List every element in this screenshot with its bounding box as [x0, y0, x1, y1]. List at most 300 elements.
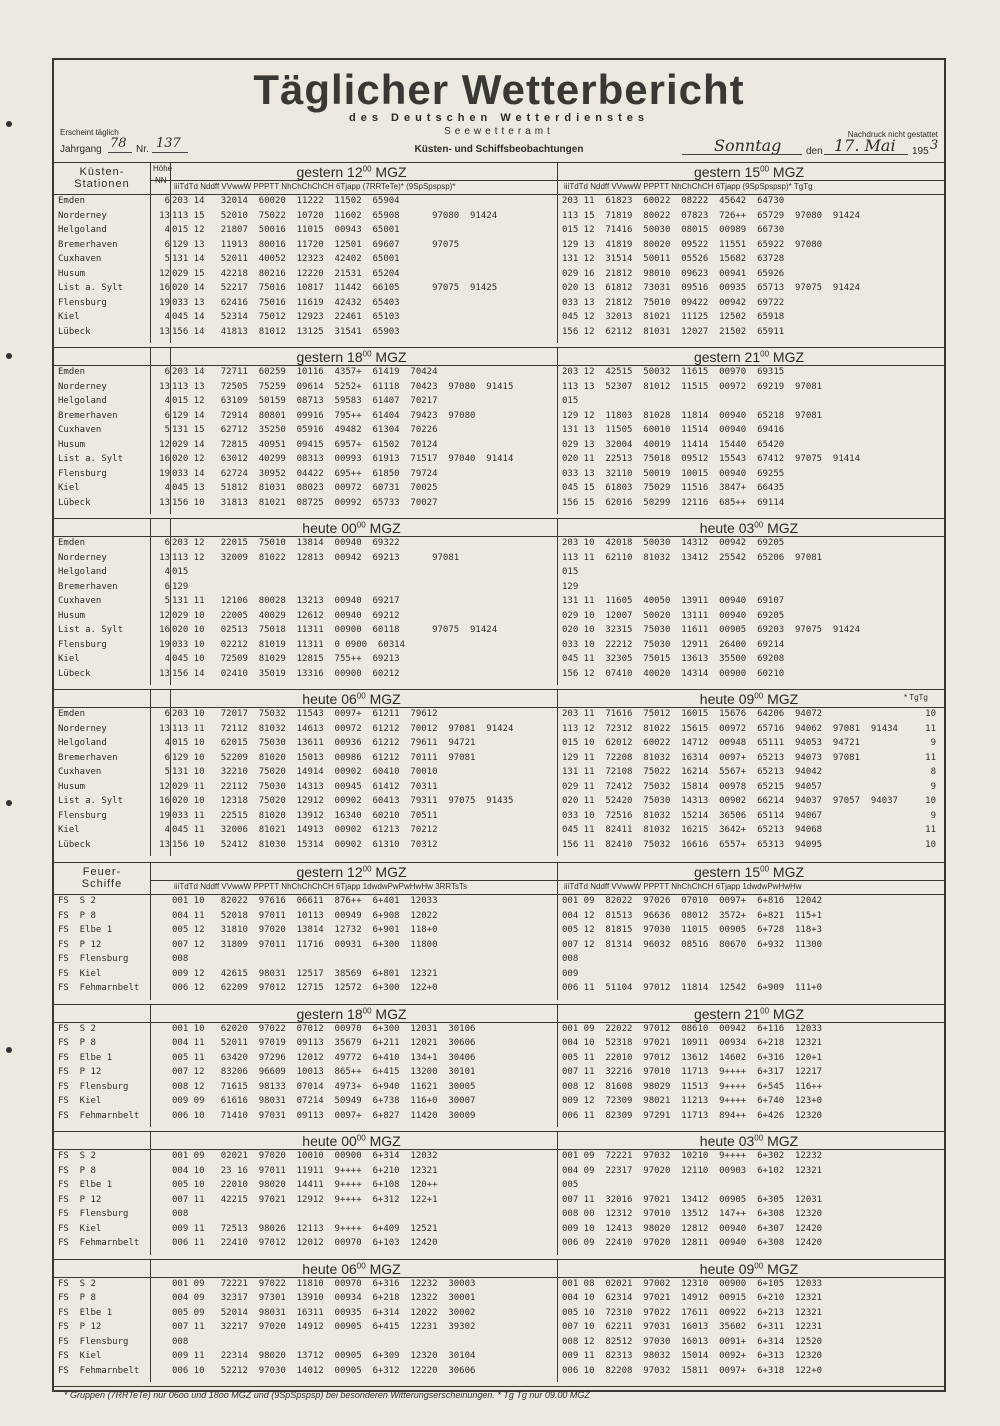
station-column-divider — [150, 347, 151, 514]
station-height: 4 — [164, 312, 170, 322]
time-superscript: 00 — [760, 349, 770, 359]
station-row — [54, 483, 944, 497]
left-observation: 008 — [172, 1336, 189, 1347]
station-row — [54, 411, 944, 425]
time-column-divider — [557, 1259, 558, 1383]
ship-row — [54, 940, 944, 954]
right-observation: 009 11 82313 98032 15014 0092+ 6+313 12320 — [562, 1351, 823, 1361]
left-observation: 203 12 22015 75010 13814 00940 69322 — [172, 538, 400, 548]
station-height: 12 — [159, 781, 170, 792]
station-row — [54, 240, 944, 254]
ship-row — [54, 1224, 944, 1238]
station-name: Cuxhaven — [58, 596, 102, 606]
station-name: Lübeck — [58, 839, 91, 850]
station-row — [54, 654, 944, 668]
punch-hole-2 — [6, 353, 12, 359]
left-observation: 131 14 52011 40052 12323 42402 65001 — [172, 254, 400, 264]
right-observation: 045 11 82411 81032 16215 3642+ 65213 94068 — [562, 825, 823, 835]
station-name: Flensburg — [58, 297, 107, 308]
station-row — [54, 283, 944, 297]
station-name: FS S 2 — [58, 1278, 96, 1289]
tgtg-value: 9 — [930, 810, 936, 821]
station-height: 13 — [159, 668, 170, 679]
reprint-note: Nachdruck nicht gestattet — [847, 130, 938, 139]
right-observation: 156 12 62112 81031 12027 21502 65911 — [562, 326, 785, 337]
station-row — [54, 782, 944, 796]
station-name: Bremerhaven — [58, 752, 118, 763]
tgtg-value: 9 — [930, 738, 936, 748]
right-observation: 020 10 32315 75030 11611 00905 69203 97075 91424 — [562, 625, 861, 635]
right-observation: 113 15 71819 80022 07823 726++ 65729 97080 91424 — [562, 210, 861, 221]
station-height: 6 — [164, 752, 170, 763]
right-observation: 009 12 72309 98021 11213 9++++ 6+740 123+0 — [562, 1096, 823, 1106]
station-row — [54, 625, 944, 639]
right-section-heading: gestern $21^{00}$ MGZ — [693, 349, 805, 365]
left-observation: 113 12 32009 81022 12813 00942 69213 97081 — [172, 552, 460, 563]
station-height: 5 — [164, 425, 170, 435]
time-superscript: 00 — [362, 349, 372, 359]
station-row — [54, 709, 944, 723]
time-column-divider — [557, 162, 558, 343]
ship-row — [54, 925, 944, 939]
left-observation: 029 14 72815 40951 09415 6957+ 61502 70124 — [172, 439, 438, 450]
left-section-heading: heute $06^{00}$ MGZ — [302, 1260, 401, 1277]
station-name: Husum — [58, 781, 86, 792]
station-name: FS Flensburg — [58, 1209, 129, 1219]
right-observation: 045 11 32305 75015 13613 35500 69208 — [562, 654, 785, 664]
time-column-divider — [557, 347, 558, 514]
footer-divider — [54, 1386, 944, 1387]
left-observation: 113 11 72112 81032 14613 00972 61212 70012 97081 91424 — [172, 723, 514, 734]
left-observation: 156 10 31813 81021 08725 00992 65733 70027 — [172, 497, 438, 508]
station-row — [54, 225, 944, 239]
left-observation: 033 11 22515 81020 13912 16340 60210 70511 — [172, 810, 438, 821]
year-line — [108, 152, 132, 153]
station-row — [54, 553, 944, 567]
left-observation: 129 14 72914 80801 09916 795++ 61404 79423 97080 — [172, 410, 476, 421]
right-observation: 005 — [562, 1180, 579, 1190]
time-superscript: 00 — [760, 1005, 770, 1015]
station-height: 16 — [159, 796, 170, 806]
ship-row — [54, 983, 944, 997]
left-observation: 001 10 82022 97616 06611 876++ 6+401 12033 — [172, 896, 438, 906]
ship-row — [54, 1293, 944, 1307]
column-header-divider — [54, 1149, 944, 1150]
station-row — [54, 382, 944, 396]
coast-stations-label: Küsten- Stationen — [74, 166, 130, 190]
left-observation: 001 10 62020 97022 07012 00970 6+300 12031 30106 — [172, 1023, 476, 1034]
right-observation: 129 12 11803 81028 11814 00940 65218 97081 — [562, 410, 823, 421]
station-row — [54, 396, 944, 410]
time-superscript: 00 — [754, 1260, 764, 1270]
station-name: FS S 2 — [58, 1151, 96, 1161]
right-observation: 006 11 82309 97291 11713 894++ 6+426 12320 — [562, 1110, 823, 1121]
left-observation: 005 09 52014 98031 16311 00935 6+314 12022 30002 — [172, 1307, 476, 1318]
station-height: 6 — [164, 709, 170, 719]
station-height: 16 — [159, 283, 170, 293]
left-observation: 033 14 62724 30952 04422 695++ 61850 79724 — [172, 468, 438, 479]
station-name: Norderney — [58, 210, 107, 221]
left-observation: 020 10 02513 75018 11311 00900 60118 97075 91424 — [172, 625, 498, 635]
footnote: * Gruppen (7RRTeTe) nur 06oo und 18oo MGZ und (9SpSpspsp) bei besonderen Witterungserscheinungen. * Tg Tg nur 09.00 MGZ — [64, 1390, 590, 1400]
height-column-divider — [170, 162, 171, 343]
station-name: Emden — [58, 538, 86, 548]
right-observation: 007 11 32016 97021 13412 00905 6+305 12031 — [562, 1194, 823, 1205]
station-name: Helgoland — [58, 396, 107, 406]
station-name: Flensburg — [58, 810, 107, 821]
right-observation: 004 10 52318 97021 10911 00934 6+218 12321 — [562, 1038, 823, 1048]
right-section-heading: gestern $15^{00}$ MGZ — [693, 164, 805, 180]
station-name: Lübeck — [58, 497, 91, 508]
right-observation: 045 15 61803 75029 11516 3847+ 66435 — [562, 483, 785, 493]
punch-hole-4 — [6, 1047, 12, 1053]
station-height: 5 — [164, 596, 170, 606]
time-superscript: 00 — [754, 1133, 764, 1143]
left-observation: 015 12 21807 50016 11015 00943 65001 — [172, 225, 400, 235]
station-name: Cuxhaven — [58, 425, 102, 435]
right-section-heading: gestern $21^{00}$ MGZ — [693, 1005, 805, 1022]
right-observation: 203 11 61823 60022 08222 45642 64730 — [562, 196, 785, 206]
left-observation: 113 15 52010 75022 10720 11602 65908 97080 91424 — [172, 210, 498, 221]
station-name: FS Fehmarnbelt — [58, 1238, 140, 1248]
station-row — [54, 825, 944, 839]
time-superscript: 00 — [356, 520, 366, 530]
ship-row — [54, 896, 944, 910]
station-height: 13 — [159, 552, 170, 563]
left-observation: 129 13 11913 80016 11720 12501 69607 97075 — [172, 239, 460, 250]
ship-row — [54, 1024, 944, 1038]
station-row — [54, 753, 944, 767]
station-row — [54, 596, 944, 610]
left-section-heading: gestern $12^{00}$ MGZ — [296, 164, 407, 180]
left-observation: 007 12 31809 97011 11716 00931 6+300 11800 — [172, 939, 438, 950]
station-name: Helgoland — [58, 567, 107, 577]
right-observation: 015 10 62012 60022 14712 00948 65111 94053 94721 — [562, 738, 861, 748]
left-observation: 009 09 61616 98031 07214 50949 6+738 116+0 30007 — [172, 1096, 476, 1106]
right-observation: 129 11 72208 81032 16314 0097+ 65213 94073 97081 — [562, 752, 861, 763]
time-superscript: 00 — [362, 164, 372, 174]
station-name: Bremerhaven — [58, 239, 118, 250]
left-section-heading: gestern $12^{00}$ MGZ — [296, 864, 407, 880]
section-divider — [54, 347, 944, 348]
station-height: 13 — [159, 326, 170, 337]
station-name: FS P 12 — [58, 939, 102, 950]
left-observation: 029 10 22005 40029 12612 00940 69212 — [172, 610, 400, 621]
station-name: FS S 2 — [58, 1023, 96, 1034]
right-observation: 129 13 41819 80020 09522 11551 65922 97080 — [562, 239, 823, 250]
station-name: FS P 8 — [58, 1165, 96, 1176]
right-observation: 001 09 82022 97026 07010 0097+ 6+816 12042 — [562, 896, 823, 906]
right-observation: 015 12 71416 50030 08015 00989 66730 — [562, 225, 785, 235]
left-observation: 045 14 52314 75012 12923 22461 65103 — [172, 312, 400, 322]
station-name: FS Flensburg — [58, 1081, 129, 1092]
section-divider — [54, 1131, 944, 1132]
right-observation: 129 — [562, 581, 579, 592]
left-observation: 005 11 63420 97296 12012 49772 6+410 134+1 30406 — [172, 1052, 476, 1063]
station-row — [54, 567, 944, 581]
tgtg-value: 11 — [925, 752, 936, 763]
right-column-headers: iiiTdTd Nddff VVwwW PPPTT NhChChCH 6Tjapp (9SpSpspsp)* TgTg — [564, 182, 813, 191]
ship-row — [54, 1209, 944, 1223]
left-observation: 131 15 62712 35250 05916 49482 61304 70226 — [172, 425, 438, 435]
time-superscript: 00 — [356, 691, 366, 701]
ship-row — [54, 1195, 944, 1209]
right-observation: 020 13 61812 73031 09516 00935 65713 97075 91424 — [562, 283, 861, 293]
right-observation: 156 12 07410 40020 14314 00900 60210 — [562, 668, 785, 679]
tgtg-value: 9 — [930, 781, 936, 792]
right-observation: 033 10 22212 75030 12911 26400 69214 — [562, 639, 785, 650]
station-name: Helgoland — [58, 225, 107, 235]
station-name: Bremerhaven — [58, 581, 118, 592]
time-superscript: 00 — [356, 1133, 366, 1143]
station-height: 13 — [159, 210, 170, 221]
ship-row — [54, 1180, 944, 1194]
right-observation: 203 12 42515 50032 11615 00970 69315 — [562, 367, 785, 377]
column-header-divider — [54, 707, 944, 708]
ship-row — [54, 1096, 944, 1110]
station-name: Flensburg — [58, 468, 107, 479]
date-value: 17. Mai — [834, 136, 896, 155]
height-column-divider — [170, 347, 171, 514]
station-name: Kiel — [58, 312, 80, 322]
column-header-divider — [54, 536, 944, 537]
station-name: List a. Sylt — [58, 625, 124, 635]
station-row — [54, 840, 944, 854]
station-height: 12 — [159, 610, 170, 621]
left-observation: 008 — [172, 1209, 189, 1219]
station-column-divider — [150, 862, 151, 1000]
station-height: 4 — [164, 483, 170, 493]
ship-row — [54, 1337, 944, 1351]
left-observation: 020 10 12318 75020 12912 00902 60413 79311 97075 91435 — [172, 796, 514, 806]
right-observation: 004 09 22317 97020 12110 00903 6+102 12321 — [562, 1165, 823, 1176]
right-observation: 009 10 12413 98020 12812 00940 6+307 12420 — [562, 1223, 823, 1234]
station-height: 19 — [159, 810, 170, 821]
right-observation: 008 00 12312 97010 13512 147++ 6+308 12320 — [562, 1209, 823, 1219]
station-name: FS Flensburg — [58, 954, 129, 964]
column-header-divider — [54, 894, 944, 895]
right-observation: 131 11 11605 40050 13911 00940 69107 — [562, 596, 785, 606]
station-height: 4 — [164, 825, 170, 835]
column-header-divider — [54, 194, 944, 195]
time-superscript: 00 — [362, 864, 372, 874]
left-observation: 005 12 31810 97020 13814 12732 6+901 118+0 — [172, 925, 438, 935]
station-name: Husum — [58, 610, 86, 621]
right-observation: 113 13 52307 81012 11515 00972 69219 97081 — [562, 381, 823, 392]
right-observation: 007 12 81314 96032 08516 80670 6+932 11300 — [562, 939, 823, 950]
time-superscript: 00 — [754, 520, 764, 530]
time-superscript: 00 — [356, 1260, 366, 1270]
station-name: FS P 8 — [58, 1293, 96, 1303]
station-name: Emden — [58, 196, 86, 206]
station-name: FS Kiel — [58, 968, 102, 979]
left-column-headers: iiiTdTd Nddff VVwwW PPPTT NhChChChCH 6Tjapp (7RRTeTe)* (9SpSpspsp)* — [174, 182, 456, 191]
left-observation: 015 — [172, 567, 189, 577]
station-height: 13 — [159, 381, 170, 392]
station-height: 6 — [164, 581, 170, 592]
year-value: 78 — [110, 136, 127, 151]
section-divider — [54, 862, 944, 863]
column-header-divider — [54, 365, 944, 366]
right-section-heading: gestern $15^{00}$ MGZ — [693, 864, 805, 880]
left-observation: 203 10 72017 75032 11543 0097+ 61211 79612 — [172, 709, 438, 719]
ship-row — [54, 969, 944, 983]
station-height: 4 — [164, 567, 170, 577]
right-observation: 029 16 21812 98010 09623 00941 65926 — [562, 268, 785, 279]
station-name: Kiel — [58, 483, 80, 493]
station-row — [54, 425, 944, 439]
station-column-divider — [150, 1004, 151, 1128]
weekday-line — [682, 154, 802, 155]
left-section-heading: heute $06^{00}$ MGZ — [302, 691, 401, 707]
left-observation: 045 13 51812 81031 08023 00972 60731 70025 — [172, 483, 438, 493]
ship-row — [54, 911, 944, 925]
left-observation: 007 11 32217 97020 14912 00905 6+415 12231 39302 — [172, 1322, 476, 1332]
station-name: Bremerhaven — [58, 410, 118, 421]
station-height: 6 — [164, 239, 170, 250]
station-height: 6 — [164, 538, 170, 548]
station-height: 12 — [159, 268, 170, 279]
station-height: 4 — [164, 396, 170, 406]
station-height: 6 — [164, 410, 170, 421]
right-observation: 033 13 21812 75010 09422 00942 69722 — [562, 297, 785, 308]
right-observation: 009 — [562, 968, 579, 979]
nn-label: NN — [155, 176, 167, 185]
report-frame — [52, 58, 946, 1400]
station-name: FS Kiel — [58, 1096, 102, 1106]
station-name: FS P 12 — [58, 1067, 102, 1077]
right-observation: 001 09 72221 97032 10210 9++++ 6+302 12232 — [562, 1151, 823, 1161]
left-observation: 029 15 42218 80216 12220 21531 65204 — [172, 268, 400, 279]
right-observation: 131 11 72108 75022 16214 5567+ 65213 94042 — [562, 767, 823, 777]
right-observation: 007 11 32216 97010 11713 9++++ 6+317 12217 — [562, 1067, 823, 1077]
tgtg-note: * TgTg — [904, 693, 928, 702]
left-observation: 129 10 52209 81020 15013 00986 61212 70111 97081 — [172, 752, 476, 763]
ship-row — [54, 1082, 944, 1096]
left-observation: 045 10 72509 81029 12815 755++ 69213 — [172, 654, 400, 664]
right-observation: 029 11 72412 75032 15814 00978 65215 94057 — [562, 781, 823, 792]
station-name: Emden — [58, 367, 86, 377]
station-column-divider — [150, 518, 151, 685]
station-name: Cuxhaven — [58, 254, 102, 264]
time-column-divider — [557, 689, 558, 856]
left-observation: 004 11 52018 97011 10113 00949 6+908 12022 — [172, 910, 438, 921]
left-observation: 009 11 22314 98020 13712 00905 6+309 12320 30104 — [172, 1351, 476, 1361]
right-observation: 113 12 72312 81022 15615 00972 65716 94062 97081 91434 — [562, 723, 898, 734]
right-observation: 020 11 22513 75018 09512 15543 67412 97075 91414 — [562, 454, 861, 464]
right-observation: 005 12 81815 97030 11015 00905 6+728 118+3 — [562, 925, 823, 935]
height-column-divider — [170, 689, 171, 856]
section-title: Küsten- und Schiffsbeobachtungen — [414, 144, 584, 155]
year-label: Jahrgang — [60, 144, 102, 155]
ships-label: Feuer- Schiffe — [81, 866, 123, 890]
left-observation: 129 — [172, 581, 189, 592]
ship-row — [54, 1053, 944, 1067]
right-observation: 131 13 11505 60010 11514 00940 69416 — [562, 425, 785, 435]
weekday: Sonntag — [714, 136, 782, 155]
right-observation: 203 11 71616 75012 16015 15676 64206 94072 — [562, 709, 823, 719]
station-row — [54, 811, 944, 825]
left-observation: 020 14 52217 75016 10817 11442 66105 97075 91425 — [172, 283, 498, 293]
left-observation: 006 11 22410 97012 12012 00970 6+103 12420 — [172, 1238, 438, 1248]
station-column-divider — [150, 689, 151, 856]
ship-row — [54, 1038, 944, 1052]
left-observation: 001 09 72221 97022 11810 00970 6+316 12232 30003 — [172, 1278, 476, 1289]
right-observation: 001 08 02021 97002 12310 00900 6+105 12033 — [562, 1278, 823, 1289]
left-observation: 001 09 02021 97020 10010 00900 6+314 12032 — [172, 1151, 438, 1161]
station-height: 12 — [159, 439, 170, 450]
year-suffix: 3 — [930, 138, 939, 153]
section-divider — [54, 1259, 944, 1260]
right-observation: 006 10 82208 97032 15811 0097+ 6+318 122+0 — [562, 1365, 823, 1376]
left-observation: 009 12 42615 98031 12517 38569 6+801 12321 — [172, 968, 438, 979]
right-observation: 005 10 72310 97022 17611 00922 6+213 12321 — [562, 1307, 823, 1318]
tgtg-value: 10 — [925, 839, 936, 850]
station-row — [54, 454, 944, 468]
left-observation: 008 12 71615 98133 07014 4973+ 6+940 11621 30005 — [172, 1081, 476, 1092]
right-observation: 007 10 62211 97031 16013 35602 6+311 12231 — [562, 1322, 823, 1332]
station-height: 19 — [159, 297, 170, 308]
tgtg-value: 11 — [925, 825, 936, 835]
station-name: FS Fehmarnbelt — [58, 1110, 140, 1121]
station-height: 19 — [159, 468, 170, 479]
station-row — [54, 196, 944, 210]
right-observation: 020 11 52420 75030 14313 00902 66214 94037 97057 94037 — [562, 796, 898, 806]
right-observation: 033 10 72516 81032 15214 36506 65114 94067 — [562, 810, 823, 821]
station-height: 16 — [159, 625, 170, 635]
station-name: Norderney — [58, 552, 107, 563]
station-row — [54, 724, 944, 738]
hoehe-label: Höhe — [153, 164, 173, 173]
station-name: Kiel — [58, 654, 80, 664]
left-observation: 006 10 52212 97030 14012 00905 6+312 12220 30606 — [172, 1365, 476, 1376]
left-observation: 004 09 32317 97301 13910 00934 6+218 12322 30001 — [172, 1293, 476, 1303]
station-row — [54, 254, 944, 268]
station-name: FS Kiel — [58, 1223, 102, 1234]
right-column-headers: iiiTdTd Nddff VVwwW PPPTT NhChChCH 6Tjapp 1dwdwPwHwHw — [564, 882, 802, 891]
station-row — [54, 440, 944, 454]
station-name: Emden — [58, 709, 86, 719]
appears-note: Erscheint täglich — [60, 128, 119, 137]
station-name: FS Fehmarnbelt — [58, 983, 140, 993]
station-name: FS Elbe 1 — [58, 1307, 113, 1318]
right-observation: 004 10 62314 97021 14912 00915 6+210 12321 — [562, 1293, 823, 1303]
time-column-divider — [557, 1131, 558, 1255]
right-observation: 006 09 22410 97020 12811 00940 6+308 12420 — [562, 1238, 823, 1248]
station-height: 16 — [159, 454, 170, 464]
ship-row — [54, 954, 944, 968]
column-header-divider — [54, 1277, 944, 1278]
station-name: Norderney — [58, 723, 107, 734]
right-observation: 029 10 12007 50020 13111 00940 69205 — [562, 610, 785, 621]
station-name: FS Flensburg — [58, 1336, 129, 1347]
section-divider — [54, 518, 944, 519]
right-observation: 015 — [562, 567, 579, 577]
station-name: FS P 8 — [58, 910, 96, 921]
left-observation: 203 14 32014 60020 11222 11502 65904 — [172, 196, 400, 206]
left-observation: 004 10 23 16 97011 11911 9++++ 6+210 12321 — [172, 1165, 438, 1176]
left-section-heading: gestern $18^{00}$ MGZ — [296, 349, 407, 365]
left-observation: 008 — [172, 954, 189, 964]
ship-row — [54, 1279, 944, 1293]
left-observation: 156 10 52412 81030 15314 00902 61310 70312 — [172, 839, 438, 850]
station-row — [54, 498, 944, 512]
station-name: List a. Sylt — [58, 283, 124, 293]
time-column-divider — [557, 1004, 558, 1128]
height-column-divider — [170, 518, 171, 685]
right-observation: 113 11 62110 81032 13412 25542 65206 97081 — [562, 552, 823, 563]
station-name: Helgoland — [58, 738, 107, 748]
